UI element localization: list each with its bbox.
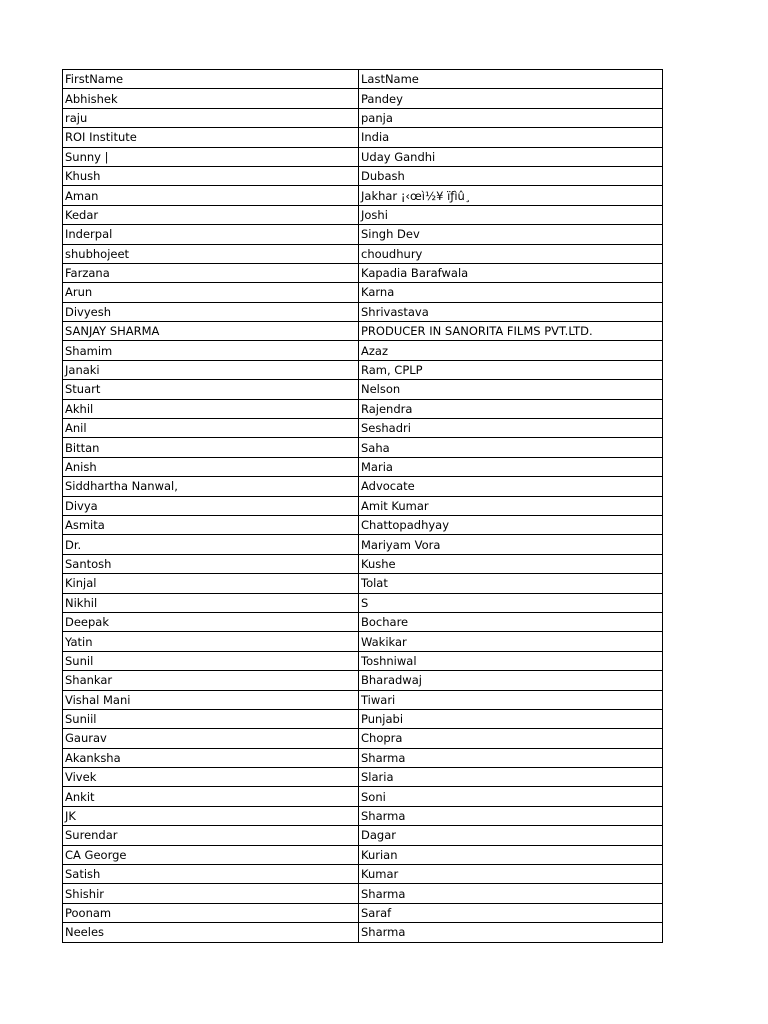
- last-name-cell: Tiwari: [359, 690, 663, 709]
- last-name-cell: PRODUCER IN SANORITA FILMS PVT.LTD.: [359, 322, 663, 341]
- table-row: [63, 593, 663, 612]
- last-name-cell: S: [359, 593, 663, 612]
- first-name-cell: Sunil: [63, 651, 359, 670]
- last-name-cell: Saraf: [359, 903, 663, 922]
- table-row: [63, 302, 663, 321]
- first-name-cell: Khush: [63, 166, 359, 185]
- last-name-cell: Chopra: [359, 729, 663, 748]
- table-row: [63, 748, 663, 767]
- last-name-cell: Uday Gandhi: [359, 147, 663, 166]
- table-row: [63, 263, 663, 282]
- last-name-cell: Shrivastava: [359, 302, 663, 321]
- first-name-cell: Abhishek: [63, 89, 359, 108]
- first-name-cell: Dr.: [63, 535, 359, 554]
- table-row: [63, 845, 663, 864]
- table-row: [63, 554, 663, 573]
- first-name-cell: Stuart: [63, 380, 359, 399]
- first-name-cell: Aman: [63, 186, 359, 205]
- table-row: [63, 826, 663, 845]
- first-name-cell: Sunny |: [63, 147, 359, 166]
- last-name-cell: panja: [359, 108, 663, 127]
- first-name-cell: shubhojeet: [63, 244, 359, 263]
- first-name-cell: Shishir: [63, 884, 359, 903]
- last-name-cell: Kushe: [359, 554, 663, 573]
- table-row: [63, 923, 663, 942]
- last-name-cell: Joshi: [359, 205, 663, 224]
- first-name-cell: Ankit: [63, 787, 359, 806]
- first-name-cell: Yatin: [63, 632, 359, 651]
- first-name-cell: Surendar: [63, 826, 359, 845]
- first-name-cell: ROI Institute: [63, 128, 359, 147]
- last-name-cell: Bharadwaj: [359, 671, 663, 690]
- names-table: [62, 69, 663, 943]
- last-name-cell: Sharma: [359, 748, 663, 767]
- table-row: [63, 341, 663, 360]
- first-name-cell: Satish: [63, 865, 359, 884]
- table-row: [63, 89, 663, 108]
- first-name-cell: Anil: [63, 419, 359, 438]
- first-name-cell: Gaurav: [63, 729, 359, 748]
- last-name-cell: Karna: [359, 283, 663, 302]
- last-name-cell: Jakhar ¡‹œì½¥ ïƒìû¸: [359, 186, 663, 205]
- last-name-cell: Sharma: [359, 884, 663, 903]
- last-name-cell: Ram, CPLP: [359, 360, 663, 379]
- table-row: [63, 128, 663, 147]
- last-name-cell: Dubash: [359, 166, 663, 185]
- first-name-cell: Asmita: [63, 515, 359, 534]
- last-name-cell: Sharma: [359, 806, 663, 825]
- table-row: [63, 632, 663, 651]
- table-row: [63, 166, 663, 185]
- table-row: [63, 729, 663, 748]
- first-name-cell: Santosh: [63, 554, 359, 573]
- table-row: [63, 477, 663, 496]
- table-row: [63, 671, 663, 690]
- table-row: [63, 651, 663, 670]
- table-row: [63, 903, 663, 922]
- first-name-cell: Arun: [63, 283, 359, 302]
- first-name-cell: Vivek: [63, 768, 359, 787]
- last-name-cell: Wakikar: [359, 632, 663, 651]
- table-row: [63, 690, 663, 709]
- first-name-cell: SANJAY SHARMA: [63, 322, 359, 341]
- first-name-cell: Suniil: [63, 709, 359, 728]
- table-row: [63, 574, 663, 593]
- table-row: [63, 225, 663, 244]
- last-name-cell: Dagar: [359, 826, 663, 845]
- table-row: [63, 399, 663, 418]
- first-name-cell: Siddhartha Nanwal,: [63, 477, 359, 496]
- first-name-cell: Akhil: [63, 399, 359, 418]
- first-name-cell: Anish: [63, 457, 359, 476]
- table-row: [63, 768, 663, 787]
- table-row: [63, 205, 663, 224]
- first-name-cell: Nikhil: [63, 593, 359, 612]
- table-row: [63, 283, 663, 302]
- table-row: [63, 322, 663, 341]
- table-row: [63, 612, 663, 631]
- first-name-cell: Janaki: [63, 360, 359, 379]
- last-name-cell: Mariyam Vora: [359, 535, 663, 554]
- first-name-cell: CA George: [63, 845, 359, 864]
- table-row: [63, 865, 663, 884]
- last-name-cell: Tolat: [359, 574, 663, 593]
- table-row: [63, 496, 663, 515]
- last-name-cell: Toshniwal: [359, 651, 663, 670]
- last-name-cell: Sharma: [359, 923, 663, 942]
- first-name-cell: Shamim: [63, 341, 359, 360]
- table-row: [63, 438, 663, 457]
- last-name-cell: choudhury: [359, 244, 663, 263]
- first-name-cell: Deepak: [63, 612, 359, 631]
- last-name-cell: Azaz: [359, 341, 663, 360]
- table-row: [63, 419, 663, 438]
- last-name-cell: Kapadia Barafwala: [359, 263, 663, 282]
- table-row: [63, 515, 663, 534]
- table-row: [63, 535, 663, 554]
- last-name-cell: Soni: [359, 787, 663, 806]
- first-name-header: FirstName: [63, 70, 359, 89]
- first-name-cell: Neeles: [63, 923, 359, 942]
- last-name-cell: Nelson: [359, 380, 663, 399]
- first-name-cell: Bittan: [63, 438, 359, 457]
- last-name-cell: Advocate: [359, 477, 663, 496]
- table-row: [63, 787, 663, 806]
- names-table-body: [63, 70, 663, 943]
- last-name-cell: Seshadri: [359, 419, 663, 438]
- last-name-cell: Kurian: [359, 845, 663, 864]
- table-row: [63, 457, 663, 476]
- last-name-cell: India: [359, 128, 663, 147]
- last-name-cell: Punjabi: [359, 709, 663, 728]
- table-row: [63, 709, 663, 728]
- first-name-cell: Shankar: [63, 671, 359, 690]
- last-name-cell: Rajendra: [359, 399, 663, 418]
- last-name-cell: Bochare: [359, 612, 663, 631]
- last-name-cell: Singh Dev: [359, 225, 663, 244]
- last-name-cell: Chattopadhyay: [359, 515, 663, 534]
- table-row: [63, 244, 663, 263]
- first-name-cell: raju: [63, 108, 359, 127]
- table-row: [63, 186, 663, 205]
- table-row: [63, 380, 663, 399]
- first-name-cell: Inderpal: [63, 225, 359, 244]
- first-name-cell: Akanksha: [63, 748, 359, 767]
- last-name-cell: Maria: [359, 457, 663, 476]
- table-row: [63, 108, 663, 127]
- first-name-cell: JK: [63, 806, 359, 825]
- table-row: [63, 806, 663, 825]
- first-name-cell: Farzana: [63, 263, 359, 282]
- last-name-cell: Kumar: [359, 865, 663, 884]
- table-row: [63, 147, 663, 166]
- last-name-cell: Amit Kumar: [359, 496, 663, 515]
- first-name-cell: Divyesh: [63, 302, 359, 321]
- first-name-cell: Poonam: [63, 903, 359, 922]
- first-name-cell: Vishal Mani: [63, 690, 359, 709]
- table-row: [63, 360, 663, 379]
- first-name-cell: Divya: [63, 496, 359, 515]
- table-row: [63, 884, 663, 903]
- first-name-cell: Kedar: [63, 205, 359, 224]
- last-name-cell: Pandey: [359, 89, 663, 108]
- last-name-header: LastName: [359, 70, 663, 89]
- last-name-cell: Slaria: [359, 768, 663, 787]
- last-name-cell: Saha: [359, 438, 663, 457]
- first-name-cell: Kinjal: [63, 574, 359, 593]
- header-row: [63, 70, 663, 89]
